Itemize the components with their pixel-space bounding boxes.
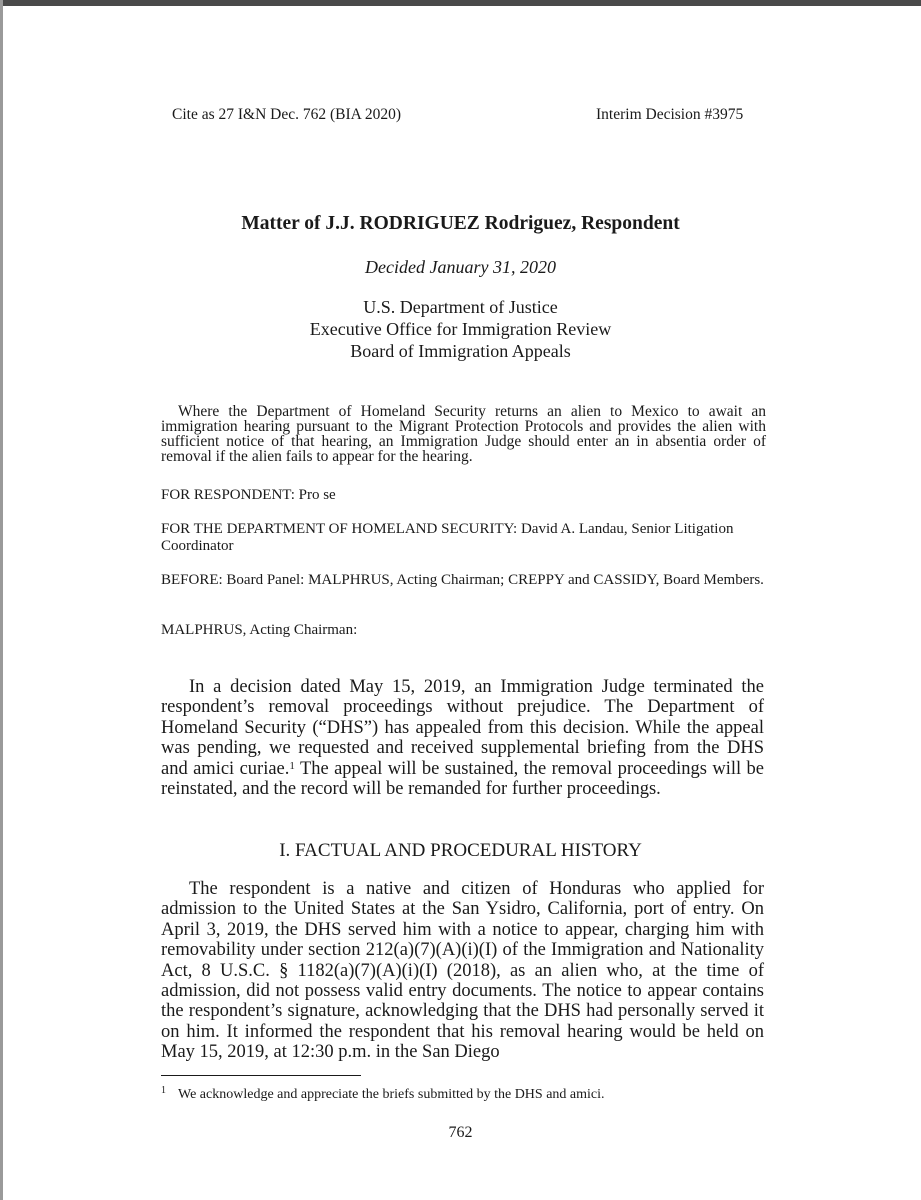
interim-decision-header: Interim Decision #3975 bbox=[596, 106, 744, 123]
opinion-author: MALPHRUS, Acting Chairman: bbox=[161, 622, 358, 638]
footnote-reference-1: 1 bbox=[289, 759, 295, 772]
agency-line-eoir: Executive Office for Immigration Review bbox=[309, 319, 612, 339]
opinion-paragraph-1 bbox=[161, 677, 764, 799]
citation-header: Cite as 27 I&N Dec. 762 (BIA 2020) bbox=[172, 106, 402, 123]
agency-line-bia: Board of Immigration Appeals bbox=[350, 341, 571, 361]
footnote-text: We acknowledge and appreciate the briefs submitted by the DHS and amici. bbox=[178, 1087, 605, 1102]
footnote-1 bbox=[161, 1085, 605, 1103]
page-number: 762 bbox=[448, 1124, 473, 1141]
panel-before: BEFORE: Board Panel: MALPHRUS, Acting Chairman; CREPPY and CASSIDY, Board Members. bbox=[161, 572, 764, 588]
footnote-divider bbox=[161, 1075, 361, 1076]
counsel-dhs: FOR THE DEPARTMENT OF HOMELAND SECURITY: David A. Landau, Senior Litigation Coordinator bbox=[161, 521, 734, 554]
counsel-respondent: FOR RESPONDENT: Pro se bbox=[161, 487, 336, 503]
case-title: Matter of J.J. RODRIGUEZ Rodriguez, Respondent bbox=[241, 213, 680, 234]
footnote-number: 1 bbox=[161, 1085, 166, 1096]
agency-line-doj: U.S. Department of Justice bbox=[363, 297, 558, 317]
section-heading: I. FACTUAL AND PROCEDURAL HISTORY bbox=[279, 840, 642, 861]
headnote: Where the Department of Homeland Security returns an alien to Mexico to await an immigration hearing pursuant to the Migrant Protection Protocols and provides the alien with sufficient notice of that hearing, an Immigration Judge should enter an in absentia order of removal if the alien fails to appear for the hearing. bbox=[161, 403, 766, 465]
decided-date: Decided January 31, 2020 bbox=[365, 257, 556, 277]
top-edge-border bbox=[0, 0, 921, 6]
paragraph-1-text: In a decision dated May 15, 2019, an Immigration Judge terminated the respondent’s removal proceedings without prejudice. The Department of Homeland Security (“DHS”) has appealed from this decision. While the appeal was pending, we requested and received supplemental briefing from the DHS and amici curiae. bbox=[161, 677, 764, 779]
left-edge-border bbox=[0, 0, 3, 1200]
paragraph-1-text-continued: The appeal will be sustained, the removal proceedings will be reinstated, and the record will be remanded for further proceedings. bbox=[161, 758, 764, 800]
opinion-paragraph-2: The respondent is a native and citizen of Honduras who applied for admission to the United States at the San Ysidro, California, port of entry. On April 3, 2019, the DHS served him with a notice to appear, charging him with removability under section 212(a)(7)(A)(i)(I) of the Immigration and Nationality Act, 8 U.S.C. § 1182(a)(7)(A)(i)(I) (2018), as an alien who, at the time of admission, did not possess valid entry documents. The notice to appear contains the respondent’s signature, acknowledging that the DHS had personally served it on him. It informed the respondent that his removal hearing would be held on May 15, 2019, at 12:30 p.m. in the San Diego bbox=[161, 879, 764, 1063]
